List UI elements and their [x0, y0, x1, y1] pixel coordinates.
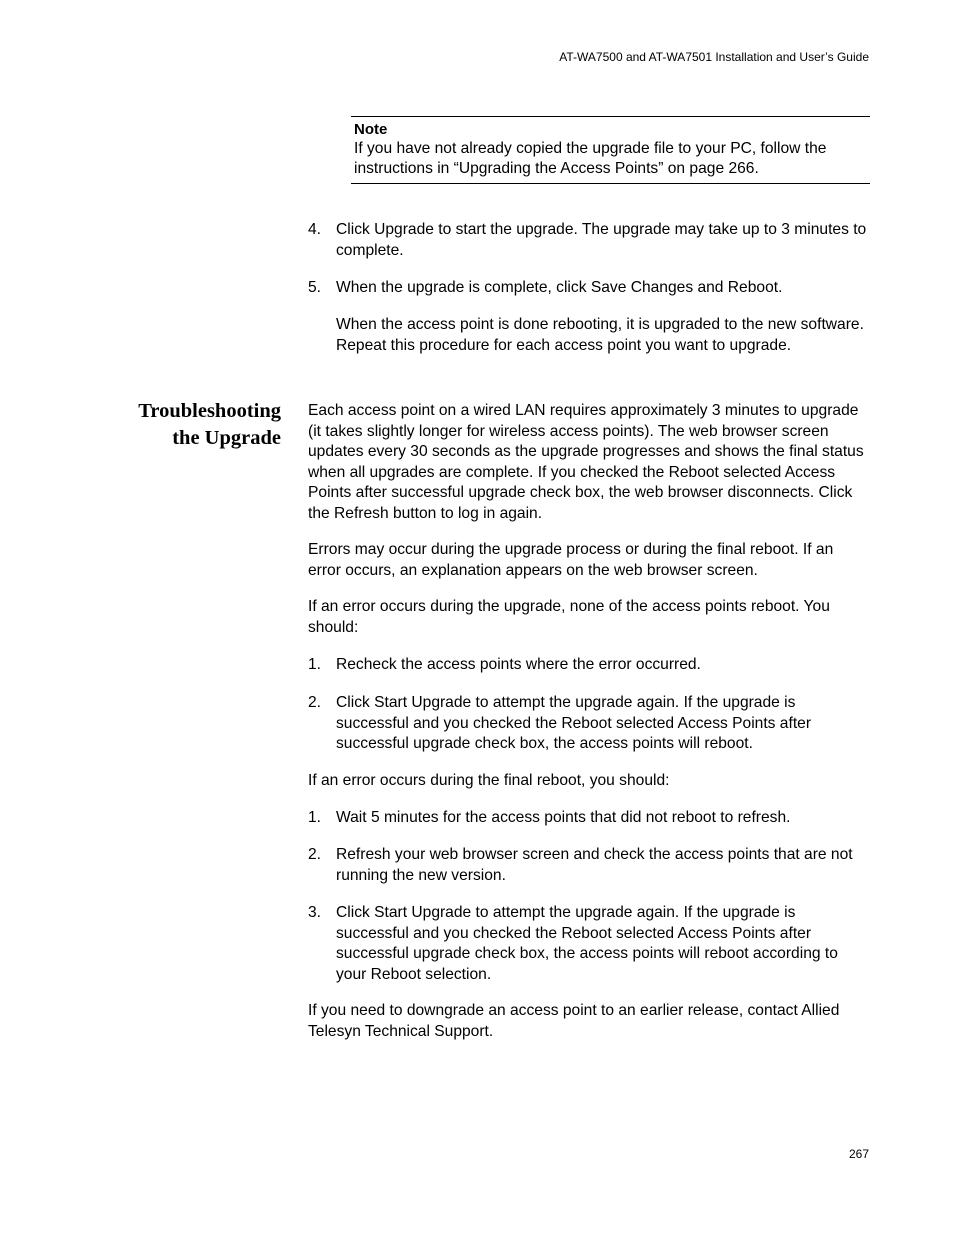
list-text: Recheck the access points where the error occurred. — [336, 656, 701, 673]
step-number: 5. — [308, 279, 322, 296]
list-item — [308, 808, 870, 829]
note-text: If you have not already copied the upgrade file to your PC, follow the instructions in “Upgrading the Access Points” on page 266. — [354, 140, 827, 177]
list-number: 1. — [308, 656, 322, 673]
step-text: Click Upgrade to start the upgrade. The upgrade may take up to 3 minutes to complete. — [336, 221, 867, 259]
step-number: 4. — [308, 221, 322, 238]
list-number: 2. — [308, 694, 322, 711]
list-item — [308, 903, 870, 985]
paragraph: Errors may occur during the upgrade process or during the final reboot. If an error occurs, an explanation appears on the web browser screen. — [308, 541, 834, 579]
section-heading-line2: the Upgrade — [172, 427, 281, 449]
paragraph: If an error occurs during the final reboot, you should: — [308, 772, 670, 789]
section-heading-line1: Troubleshooting — [138, 400, 281, 422]
paragraph: If you need to downgrade an access point to an earlier release, contact Allied Telesyn Technical Support. — [308, 1002, 840, 1040]
list-text: Refresh your web browser screen and check the access points that are not running the new version. — [336, 846, 853, 884]
note-box — [351, 116, 870, 184]
list-text: Wait 5 minutes for the access points that did not reboot to refresh. — [336, 809, 791, 826]
step-text: When the upgrade is complete, click Save Changes and Reboot. — [336, 279, 783, 296]
list-item — [308, 845, 870, 886]
list-item — [308, 693, 870, 755]
running-header: AT-WA7500 and AT-WA7501 Installation and User’s Guide — [559, 50, 869, 64]
page-number: 267 — [848, 1147, 869, 1161]
list-number: 2. — [308, 846, 322, 863]
list-number: 3. — [308, 904, 322, 921]
procedure-followup: When the access point is done rebooting, it is upgraded to the new software. Repeat this procedure for each access point you want to upgrade. — [336, 316, 864, 354]
paragraph: Each access point on a wired LAN requires approximately 3 minutes to upgrade (it takes slightly longer for wireless access points). The web browser screen updates every 30 seconds as the upgrade progresses and shows the final status when all upgrades are complete. If you checked the Reboot selected Access Points after successful upgrade check box, the web browser disconnects. Click the Refresh button to log in again. — [308, 402, 864, 522]
list-number: 1. — [308, 809, 322, 826]
list-item — [308, 655, 870, 676]
procedure-step — [308, 278, 870, 299]
list-text: Click Start Upgrade to attempt the upgrade again. If the upgrade is successful and you checked the Reboot selected Access Points after successful upgrade check box, the access points will reboot according to your Reboot selection. — [336, 904, 838, 983]
list-text: Click Start Upgrade to attempt the upgrade again. If the upgrade is successful and you checked the Reboot selected Access Points after successful upgrade check box, the access points will reboot. — [336, 694, 812, 752]
procedure-step — [308, 220, 870, 261]
section-heading — [138, 398, 281, 452]
note-title: Note — [354, 121, 388, 138]
paragraph: If an error occurs during the upgrade, none of the access points reboot. You should: — [308, 598, 830, 636]
